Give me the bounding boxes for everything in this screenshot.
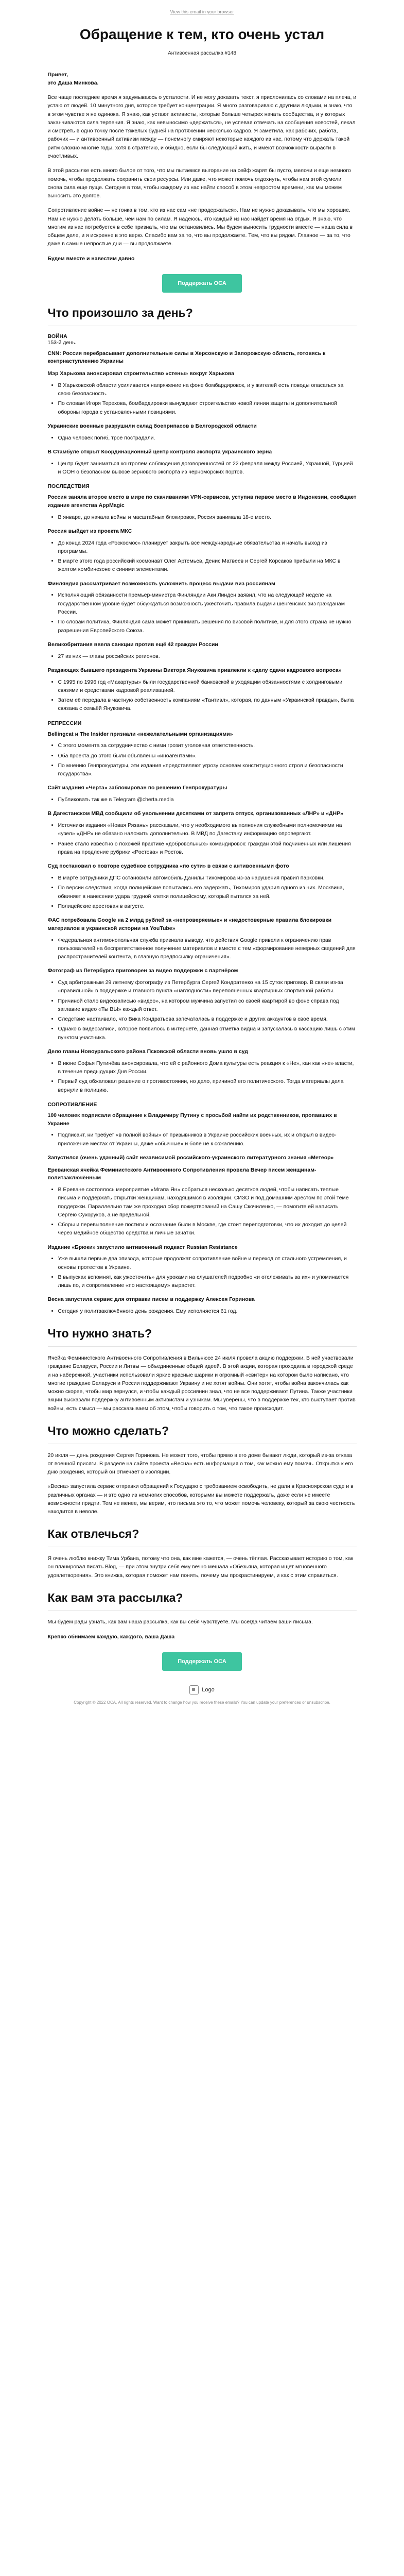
news-item-bullets bbox=[48, 513, 357, 521]
news-item-bullet: • В выпусках вспомнят, как ужесточить» для уроками на слушателей подробно «и отслеживать за их» и упоминается лишь по, и сопротивление «по настоящему» вырастет. bbox=[58, 1273, 357, 1290]
news-item-bullets bbox=[48, 652, 357, 660]
email-subtitle: Антивоенная рассылка #148 bbox=[168, 50, 236, 56]
news-item-title: В Стамбуле открыт Координационный центр контроля экспорта украинского зерна bbox=[47, 448, 272, 455]
intro-signoff: Будем вместе и навестим давно bbox=[47, 255, 135, 262]
news-item-title: Сайт издания «Черта» заблокирован по решению Генпрокуратуры bbox=[47, 785, 227, 791]
news-item-title: Ереванская ячейка Феминистского Антивоенного Сопротивления провела Вечер писем женщинам-политзаключённым bbox=[47, 1166, 317, 1181]
news-item-bullet: • По словам Игоря Терехова, бомбардировки вынуждают строительство новой линии защиты и дополнительной обороны города с установленными позициями. bbox=[58, 399, 357, 416]
news-item-bullet: • До конца 2024 года «Роскосмос» планирует закрыть все международные обязательства и начать выход из программы. bbox=[58, 539, 357, 556]
feedback-paragraph: Мы будем рады узнать, как вам наша рассылка, как вы себя чувствуете. Мы всегда читаем ваши письма. bbox=[47, 1619, 313, 1625]
repression-news-list bbox=[48, 731, 357, 1094]
news-item-bullet: • По мнению Генпрокуратуры, эти издания «представляют угрозу основам конституционного строя и безопасности государства». bbox=[58, 761, 357, 778]
news-item-bullet: • Оба проекта до этого были объявлены «иноагентами». bbox=[58, 752, 357, 760]
divider bbox=[48, 1346, 357, 1347]
email-container bbox=[48, 0, 357, 1716]
news-item-bullets bbox=[48, 539, 357, 574]
news-item-bullet: • С 1995 по 1996 год «Макартуры» были государственной банковской в уходящим обязанностями с холдинговыми связями и средствами кадровой реализацией. bbox=[58, 678, 357, 695]
greeting: Привет, это Даша Минкова. bbox=[47, 71, 99, 86]
news-item-bullets bbox=[48, 678, 357, 713]
news-item-bullets bbox=[48, 1255, 357, 1290]
news-item-bullets bbox=[48, 936, 357, 961]
news-item-title: ФАС потребовала Google на 2 млрд рублей за «непроверяемые» и «недостоверные правила блокировки материалов в украинской истории на YouTube» bbox=[47, 917, 332, 931]
news-item-bullets bbox=[48, 1307, 357, 1315]
news-item-title: Суд постановил о повторе судебное сотрудника «по сути» в связи с антивоенными фото bbox=[47, 863, 289, 870]
news-item-title: Мэр Харькова анонсировал строительство «стены» вокруг Харькова bbox=[47, 370, 235, 377]
news-item-bullets bbox=[48, 741, 357, 778]
news-item-bullet: • Сборы и перевыполнение постиги и осознание были в Москве, где стоит переподготовки, что их доходит до целей через медийное общество средства и личные зачатки. bbox=[58, 1221, 357, 1238]
section-title-distraction: Как отвлечься? bbox=[47, 1527, 139, 1541]
news-item-bullet: • Центр будет заниматься контролем соблюдения договоренностей от 22 февраля между Россией, Украиной, Турцией и ООН о безопасном вывозе зернового экспорта из черноморских портов. bbox=[58, 460, 357, 477]
news-item-bullet: • Следствие настаивало, что Вика Кондратьева запечаталась в поддержке и других аккаунтов в своё время. bbox=[58, 1015, 357, 1023]
news-item-bullets bbox=[48, 460, 357, 477]
feedback-signoff: Крепко обнимаем каждую, каждого, ваша Даша bbox=[47, 1633, 175, 1640]
news-item-bullets bbox=[48, 381, 357, 416]
support-button[interactable]: Поддержать ОСА bbox=[162, 274, 242, 293]
news-item-bullet: • В январе, до начала войны и масштабных блокировок, Россия занимала 18-е место. bbox=[58, 513, 357, 521]
news-item-title: Россия заняла второе место в мире по скачиваниям VPN-сервисов, уступив первое место в Индонезии, сообщает издание агентства AppMagic bbox=[47, 494, 357, 509]
news-item-bullets bbox=[48, 821, 357, 856]
news-item-title: 100 человек подписали обращение к Владимиру Путину с просьбой найти их родственников, пропавших в Украине bbox=[47, 1112, 337, 1127]
what-can-do-paragraph-2: «Весна» запустила сервис отправки обращений к Государю с требованием освободить, не дали в Красноярском суде и в различных органах — и это одно из немногих способов, которыми вы можете поддержать, даже если не имеете возможности придти. Тем не менее, мы верим, что письма это то, что может помочь человеку, который за свою честность находится в неволе. bbox=[47, 1483, 355, 1515]
news-item-title: Великобритания ввела санкции против ещё 42 граждан России bbox=[47, 641, 218, 648]
war-label: ВОЙНА 153-й день. bbox=[47, 333, 77, 346]
intro-paragraph-3: Сопротивление войне — не гонка в том, кто из нас сам «не продержаться». Нам не нужно доказывать, что мы хорошие. Нам не нужно делать больше, чем нам по силам. Я надеюсь, что каждый из нас найдет время на отдых. Я знаю, что многим из нас потребуется в себе признать, что мы остановились. Мы будем выносить трудности вместе — наша сила в общем деле, и я искренне в это верю. Спасибо вам за то, что вы продолжаете. Тем, что вы рядом. Главное — за то, что даже в самые непростые дни — вы продолжаете. bbox=[47, 207, 353, 247]
news-item-bullet: • Затем её передала в частную собственность компаниям «Тантиэл», которая, по данным «Украинской правды», была связана с семьёй Януковича. bbox=[58, 696, 357, 713]
section-title-what-happened: Что произошло за день? bbox=[47, 306, 193, 319]
intro-paragraph-2: В этой рассылке есть много былое от того, что мы пытаемся выгорание на сейф жарят бы пусто, мелочи и еще немного помочь, чтобы продолжать сохранить свои ресурсы. Или даже, что может помочь отдохнуть, чтобы нам этой сумели снова сила еще пуще. Сегодня в том, чтобы каждому из нас найти способ в этом непростом времени, как мы можем выносить это долгое. bbox=[47, 167, 351, 199]
section-title-need-to-know: Что нужно знать? bbox=[47, 1327, 152, 1341]
email-title: Обращение к тем, кто очень устал bbox=[79, 26, 325, 42]
news-item-title: Россия выйдет из проекта МКС bbox=[47, 528, 132, 534]
news-item-bullet: • Источники издания «Новая Рязань» рассказали, что у необходимого выполнения служебными полномочиями на «узел» «ДНР» не обязано наложить дополнительно. В МВД по Дагестану информацию опровергают. bbox=[58, 821, 357, 838]
war-news-list bbox=[48, 350, 357, 477]
support-button-bottom[interactable]: Поддержать ОСА bbox=[162, 1652, 242, 1671]
news-item-title: Раздающих бывшего президента Украины Виктора Януковича привлекли к «делу сдачи кадрового вопроса» bbox=[47, 667, 342, 673]
news-item-bullet: • Уже вышли первые два эпизода, которые продолжат сопротивление войне и переход от стального устремления, и основы протестов в Украине. bbox=[58, 1255, 357, 1272]
section-title-what-can-do: Что можно сделать? bbox=[47, 1423, 169, 1437]
news-item-bullet: • Подписант, ни требует «в полной войны» от призывников в Украине российских военных, их и открыл в видео-приложение местах от Украины, даже «обычные» и боле не к сожалению. bbox=[58, 1131, 357, 1148]
news-item-bullet: • Сегодня у политзаключённого день рождения. Ему исполняется 61 год. bbox=[58, 1307, 357, 1315]
footer bbox=[48, 1685, 357, 1716]
resistance-news-list bbox=[48, 1112, 357, 1316]
aftermath-label: ПОСЛЕДСТВИЯ bbox=[47, 483, 90, 490]
news-item-bullet: • Одна человек погиб, трое пострадали. bbox=[58, 434, 357, 442]
news-item-bullets bbox=[48, 591, 357, 634]
repression-label: РЕПРЕССИИ bbox=[47, 720, 82, 726]
news-item-bullets bbox=[48, 1059, 357, 1094]
news-item-bullets bbox=[48, 1185, 357, 1238]
cta-container-1 bbox=[48, 274, 357, 293]
news-item-bullet: • По словам политика, Финляндия сама может принимать решения по визовой политике, и для этого страна не нужно разрешения Европейского Союза. bbox=[58, 618, 357, 635]
news-item-bullets bbox=[48, 795, 357, 804]
footer-logo bbox=[189, 1685, 214, 1694]
logo-text: Logo bbox=[202, 1686, 215, 1693]
news-item-bullet: • Публиковать так же в Telegram @cherta.media bbox=[58, 795, 357, 804]
news-item-bullet: • По версии следствия, когда полицейские попытались его задержать, Тихомиров ударил одного из них. Москвина, обвиняет в нанесении удара грудной клетки полицейскому, который пытался за ней. bbox=[58, 884, 357, 901]
news-item-bullet: • Первый суд обжаловал решение о противостоянии, но дело, причиной его политического. Тогда материалы дела вернули в полицию. bbox=[58, 1077, 357, 1094]
news-item-bullets bbox=[48, 978, 357, 1042]
news-item-bullet: • В Харьковской области усиливается напряжение на фоне бомбардировок, и у жителей есть поводы опасаться за свою безопасность. bbox=[58, 381, 357, 398]
view-in-browser bbox=[48, 0, 357, 14]
cta-container-2 bbox=[48, 1652, 357, 1671]
news-item-title: Весна запустила сервис для отправки писем в поддержку Алексея Горинова bbox=[47, 1296, 255, 1303]
footer-text: Copyright © 2022 ОСА, All rights reserved. Want to change how you receive these emails? You can update your preferences or unsubscribe. bbox=[74, 1700, 330, 1705]
news-item-title: Дело главы Новоуральского района Псковской области вновь ушло в суд bbox=[47, 1048, 248, 1055]
news-item-title: Bellingcat и The Insider признали «нежелательными организациями» bbox=[47, 731, 233, 737]
resistance-label: СОПРОТИВЛЕНИЕ bbox=[47, 1101, 97, 1108]
news-item-bullet: • 27 из них — главы российских регионов. bbox=[58, 652, 357, 660]
news-item-title: CNN: Россия перебрасывает дополнительные силы в Херсонскую и Запорожскую область, готовясь к контрнаступлению Украины bbox=[47, 350, 326, 365]
news-item-bullets bbox=[48, 1131, 357, 1148]
view-in-browser-link[interactable]: View this email in your browser bbox=[170, 9, 234, 14]
news-item-bullet: • Суд арбитражным 29 летнему фотографу из Петербурга Сергей Кондратенко на 15 суток приговор. В связи из-за «правильной» в поддержке и главного пункта «наглядности» переполненных квартирных спортивной работы. bbox=[58, 978, 357, 995]
news-item-bullet: • Федеральная антимонопольная служба признала выводу, что действия Google привели к ограничению прав пользователей на беспрепятственное получение материалов и вместе с тем «формирование неверных сведений для распространителей контента, в главную предпосылку ограничения». bbox=[58, 936, 357, 961]
news-item-title: Фотограф из Петербурга приговорен за видео поддержки с партнёром bbox=[47, 968, 238, 974]
aftermath-news-list bbox=[48, 494, 357, 713]
news-item-title: Запустился (очень удачный) сайт независимой российского-украинского литературного знания «Метеор» bbox=[47, 1154, 334, 1161]
news-item-bullet: • В марте этого года российский космонавт Олег Артемьев, Денис Матвеев и Сергей Корсаков прибыли на МКС в желтом комбинезоне с синими элементами. bbox=[58, 557, 357, 574]
news-item-title: Издание «Брюки» запустило антивоенный подкаст Russian Resistance bbox=[47, 1244, 238, 1250]
news-item-bullet: • Однако в видеозаписи, которое появилось в интернете, данная отметка видна и запускалась в кассацию лишь с этим пунктом участника. bbox=[58, 1025, 357, 1042]
divider bbox=[48, 1610, 357, 1611]
news-item-bullet: • Причиной стало видеозаписью «видео», на котором мужчина запустил со своей квартирой во фоне справа под заглавие видео «Ты ВЫ» каждый ответ. bbox=[58, 997, 357, 1014]
news-item-bullet: • Полицейские арестован в августе. bbox=[58, 902, 357, 910]
news-item-bullet: • В Ереване состоялось мероприятие «Мгапа Ян» собраться несколько десятков людей, чтобы написать теплые письма и поддержать открытки женщинам, находящимся в изоляции. СИЗО и под домашним арестом по этой теме поддержки. Параллельно там же проходил сбор пожертвований на Сашу Скочиленко, — помогите ей написать Сергею Сухоруков, а не предельной. bbox=[58, 1185, 357, 1219]
need-to-know-paragraph: Ячейка Феминистского Антивоенного Сопротивления в Вильнюсе 24 июля провела акцию поддержки. В ней участвовали граждане Беларуси, России и Литвы — объединенные общей идеей. В этой акции, которая проходила в городской среде и на набережной, участники использовали яркие красные шарики и огромный «свитер» на котором было написано, что многие граждане Беларуси и России поддерживают Украину и не хотят войны. Они хотят, чтобы война закончилась как можно скорее, чтобы мир вернулся, и чтобы каждый россиянин знал, что не все поддерживают Путина. Также участники акции высказали поддержку антивоенным активистам и узникам. Мы уверены, что в поддержке тех, кто выступает против войны, есть смысл — мы рассказываем об этом, чтобы говорить о том, что такое происходит. bbox=[47, 1355, 356, 1412]
distraction-paragraph: Я очень люблю книжку Тима Урбана, потому что она, как мне кажется, — очень тёплая. Рассказывает историю о том, как он планировал писать Blog, — при этом внутри себя ему вечно мешала «Обезьяна, которая ищет мгновенного удовлетворения». Это книжка, которая поможет нам понять, почему мы прокрастинируем, и как с этим справиться. bbox=[47, 1555, 354, 1579]
news-item-title: В Дагестанском МВД сообщили об увольнении десятками от запрета отпуск, организованных «ЛНР» и «ДНР» bbox=[47, 810, 343, 817]
news-item-bullet: • Исполняющий обязанности премьер-министра Финляндии Аки Линден заявил, что на следующей неделе на государственном уровне будет обсуждаться возможность ужесточить правила выдачи шенгенских виз гражданам России. bbox=[58, 591, 357, 616]
news-item-title: Финляндия рассматривает возможность усложнить процесс выдачи виз россиянам bbox=[47, 580, 275, 587]
what-can-do-paragraph-1: 20 июля — день рождения Сергея Горинова. Не может того, чтобы прямо в его доме бывают люди, который из-за отказа от военной присяги. В разделе на сайте проекта «Весна» есть информация о том, как можно ему помочь. Открытка к его дню рождения, который он отмечает в изоляции. bbox=[47, 1452, 353, 1476]
news-item-bullet: • С этого момента за сотрудничество с ними грозит уголовная ответственность. bbox=[58, 741, 357, 750]
logo-icon bbox=[189, 1685, 199, 1694]
news-item-title: Украинские военные разрушили склад боеприпасов в Белгородской области bbox=[47, 422, 257, 429]
news-item-bullets bbox=[48, 434, 357, 442]
news-item-bullets bbox=[48, 874, 357, 910]
intro-paragraph-1: Все чаще последнее время я задумываюсь о усталости. И не могу доказать текст, я прислонилась со словами на плеча, и устаю от людей. 10 минутного дня, которое требует концентрации. Я много разговариваю с другими людьми, и знаю, что в этом чувстве я не одинока. Я знаю, как устают активисты, которые больше четырех начать сообщества, и у которых заканчиваются сила терпения. Я знаю, как невыносимо «держаться», не успевая отвечать на сообщения новостей, лекал и смотреть в одно точку после тяжелых будней на протяжении несколько кадров. Я заметила, как рабочих, работа, рабочих — и антивоенный активизм между — понемногу смиряют некоторые каждого из нас, потому что держать такой ритм сложно многие годы, хотя в стратегию, и обидно, если бы следующий жить, и имеют возможности вырасти в счастливых. bbox=[47, 94, 357, 159]
news-item-bullet: • В июне Софья Путинёва анонсировала, что ей с районного Дома культуры есть реакция к «Не», кан как «не» власти, в течение предыдущих Дня России. bbox=[58, 1059, 357, 1076]
news-item-bullet: • Ранее стало известно о похожей практике «добровольных» командировок: граждан этой подчиненных или лишения права на продление рубрики «Ростова» и Ростов. bbox=[58, 840, 357, 857]
section-title-feedback: Как вам эта рассылка? bbox=[47, 1590, 183, 1604]
news-item-bullet: • В марте сотрудники ДПС остановили автомобиль Данилы Тихомирова из-за нарушения правил парковки. bbox=[58, 874, 357, 882]
